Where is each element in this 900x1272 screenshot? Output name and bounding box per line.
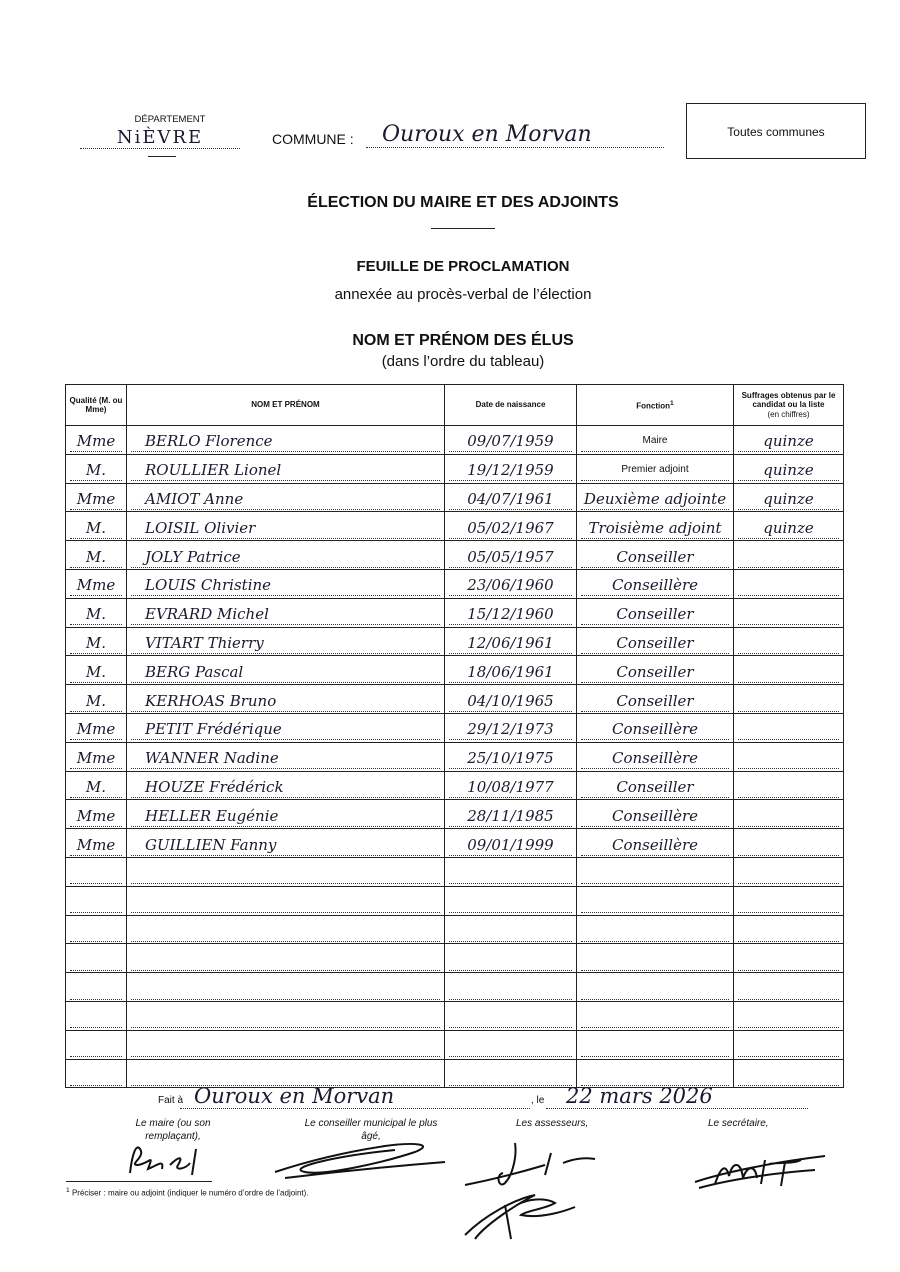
cell-fonction-text: Conseiller <box>581 777 729 798</box>
cell-suffrages-text <box>738 604 839 625</box>
cell-fonction-text: Deuxième adjointe <box>581 489 729 510</box>
cell-nom <box>127 800 445 829</box>
cell-nom-text: LOUIS Christine <box>131 575 440 596</box>
cell-nom-text <box>131 1007 440 1028</box>
cell-fonction <box>577 915 734 944</box>
cell-qualite-text: M. <box>70 460 122 481</box>
cell-qualite <box>66 829 127 858</box>
cell-suffrages <box>734 713 844 742</box>
fait-label: Fait à <box>158 1095 184 1106</box>
cell-date-text: 04/07/1961 <box>449 489 572 510</box>
cell-suffrages-text <box>738 892 839 913</box>
cell-fonction-text: Conseiller <box>581 604 729 625</box>
commune-label: COMMUNE : <box>272 131 354 147</box>
cell-date-text <box>449 1007 572 1028</box>
cell-date <box>445 713 577 742</box>
cell-date-text: 19/12/1959 <box>449 460 572 481</box>
cell-nom <box>127 454 445 483</box>
cell-nom <box>127 915 445 944</box>
cell-date <box>445 656 577 685</box>
cell-nom-text: EVRARD Michel <box>131 604 440 625</box>
cell-suffrages <box>734 742 844 771</box>
cell-date-text <box>449 921 572 942</box>
cell-qualite-text: Mme <box>70 431 122 452</box>
cell-suffrages <box>734 598 844 627</box>
cell-suffrages-text <box>738 921 839 942</box>
table-row <box>66 973 844 1002</box>
fait-lieu: Ouroux en Morvan <box>180 1084 530 1109</box>
cell-qualite-text: M. <box>70 777 122 798</box>
cell-nom <box>127 944 445 973</box>
cell-qualite <box>66 800 127 829</box>
cell-nom <box>127 541 445 570</box>
cell-date <box>445 944 577 973</box>
cell-date <box>445 771 577 800</box>
cell-suffrages <box>734 857 844 886</box>
cell-qualite <box>66 483 127 512</box>
cell-suffrages-text <box>738 691 839 712</box>
cell-qualite <box>66 685 127 714</box>
cell-nom <box>127 627 445 656</box>
cell-date <box>445 742 577 771</box>
col-date: Date de naissance <box>445 385 577 426</box>
cell-nom-text <box>131 863 440 884</box>
cell-suffrages-text: quinze <box>738 489 839 510</box>
cell-nom <box>127 713 445 742</box>
cell-fonction-text: Maire <box>581 431 729 452</box>
cell-nom-text: ROULLIER Lionel <box>131 460 440 481</box>
table-header-row <box>66 385 844 426</box>
col-fonction <box>577 385 734 426</box>
cell-suffrages <box>734 569 844 598</box>
cell-suffrages-text: quinze <box>738 518 839 539</box>
cell-date-text: 04/10/1965 <box>449 691 572 712</box>
cell-qualite-text: M. <box>70 604 122 625</box>
cell-nom <box>127 569 445 598</box>
cell-qualite-text: Mme <box>70 719 122 740</box>
cell-nom <box>127 1030 445 1059</box>
sig-maire-label: Le maire (ou son remplaçant), <box>135 1118 211 1142</box>
sheet-title: FEUILLE DE PROCLAMATION <box>356 258 570 275</box>
cell-nom-text: AMIOT Anne <box>131 489 440 510</box>
cell-nom-text: HELLER Eugénie <box>131 806 440 827</box>
col-nom: NOM ET PRÉNOM <box>127 385 445 426</box>
cell-fonction-text <box>581 863 729 884</box>
cell-date-text <box>449 892 572 913</box>
cell-suffrages <box>734 829 844 858</box>
cell-qualite <box>66 886 127 915</box>
table-row <box>66 944 844 973</box>
table-row <box>66 742 844 771</box>
signature-maire <box>118 1135 228 1185</box>
cell-qualite <box>66 454 127 483</box>
cell-qualite <box>66 426 127 455</box>
cell-suffrages-text: quinze <box>738 431 839 452</box>
cell-qualite <box>66 1030 127 1059</box>
cell-date <box>445 598 577 627</box>
cell-nom <box>127 512 445 541</box>
cell-nom-text: BERG Pascal <box>131 662 440 683</box>
cell-suffrages <box>734 944 844 973</box>
cell-suffrages <box>734 454 844 483</box>
cell-qualite-text: M. <box>70 691 122 712</box>
table-row <box>66 426 844 455</box>
cell-fonction <box>577 454 734 483</box>
col-suffrages-sub: (en chiffres) <box>767 409 810 419</box>
footnote <box>66 1187 309 1198</box>
cell-fonction-text <box>581 979 729 1000</box>
cell-fonction <box>577 973 734 1002</box>
cell-nom <box>127 771 445 800</box>
cell-qualite-text: M. <box>70 547 122 568</box>
cell-qualite <box>66 541 127 570</box>
table-row <box>66 713 844 742</box>
cell-nom-text <box>131 979 440 1000</box>
list-subtitle: (dans l’ordre du tableau) <box>381 353 545 370</box>
cell-nom <box>127 656 445 685</box>
cell-fonction <box>577 598 734 627</box>
table-row <box>66 569 844 598</box>
cell-qualite <box>66 627 127 656</box>
cell-date <box>445 569 577 598</box>
page-title: ÉLECTION DU MAIRE ET DES ADJOINTS <box>307 194 619 211</box>
cell-nom-text: JOLY Patrice <box>131 547 440 568</box>
cell-nom <box>127 886 445 915</box>
table-row <box>66 685 844 714</box>
cell-nom-text: BERLO Florence <box>131 431 440 452</box>
cell-fonction-text <box>581 1065 729 1086</box>
cell-date <box>445 454 577 483</box>
cell-nom-text: VITART Thierry <box>131 633 440 654</box>
cell-suffrages <box>734 627 844 656</box>
cell-fonction <box>577 483 734 512</box>
cell-fonction <box>577 685 734 714</box>
cell-date-text <box>449 863 572 884</box>
cell-qualite <box>66 569 127 598</box>
commune-value: Ouroux en Morvan <box>366 122 664 148</box>
footnote-text: Préciser : maire ou adjoint (indiquer le numéro d’ordre de l’adjoint). <box>71 1188 309 1198</box>
cell-fonction <box>577 569 734 598</box>
cell-suffrages <box>734 685 844 714</box>
cell-suffrages <box>734 771 844 800</box>
sig-assesseurs-label: Les assesseurs, <box>516 1118 589 1129</box>
cell-fonction <box>577 656 734 685</box>
cell-fonction-text <box>581 950 729 971</box>
cell-qualite <box>66 915 127 944</box>
col-suffrages-label: Suffrages obtenus par le candidat ou la liste <box>741 391 836 410</box>
cell-qualite <box>66 771 127 800</box>
col-fonction-footnote-ref: 1 <box>670 399 674 407</box>
cell-nom-text: HOUZE Frédérick <box>131 777 440 798</box>
cell-qualite-text: Mme <box>70 748 122 769</box>
cell-qualite <box>66 656 127 685</box>
cell-nom-text: KERHOAS Bruno <box>131 691 440 712</box>
departement-value: NiÈVRE <box>80 127 240 149</box>
cell-qualite-text <box>70 1065 122 1086</box>
cell-date <box>445 1001 577 1030</box>
cell-date <box>445 627 577 656</box>
cell-date-text: 18/06/1961 <box>449 662 572 683</box>
cell-date-text: 29/12/1973 <box>449 719 572 740</box>
cell-fonction <box>577 886 734 915</box>
cell-qualite <box>66 512 127 541</box>
cell-date-text: 23/06/1960 <box>449 575 572 596</box>
cell-fonction-text <box>581 1036 729 1057</box>
cell-suffrages <box>734 1001 844 1030</box>
cell-qualite <box>66 742 127 771</box>
cell-nom-text: GUILLIEN Fanny <box>131 835 440 856</box>
table-row <box>66 829 844 858</box>
cell-date <box>445 857 577 886</box>
cell-date <box>445 973 577 1002</box>
cell-fonction-text: Conseiller <box>581 633 729 654</box>
table-row <box>66 800 844 829</box>
cell-fonction-text: Conseillère <box>581 748 729 769</box>
cell-suffrages-text <box>738 1036 839 1057</box>
cell-fonction <box>577 742 734 771</box>
table-row <box>66 483 844 512</box>
cell-date-text <box>449 950 572 971</box>
cell-fonction-text: Conseillère <box>581 835 729 856</box>
cell-fonction-text: Conseillère <box>581 575 729 596</box>
table-row <box>66 857 844 886</box>
cell-date-text: 28/11/1985 <box>449 806 572 827</box>
cell-nom-text <box>131 1036 440 1057</box>
cell-qualite <box>66 713 127 742</box>
table-row <box>66 512 844 541</box>
cell-suffrages-text <box>738 547 839 568</box>
cell-qualite-text: Mme <box>70 575 122 596</box>
cell-date <box>445 886 577 915</box>
cell-qualite-text <box>70 1036 122 1057</box>
cell-suffrages-text <box>738 979 839 1000</box>
cell-fonction-text: Conseiller <box>581 662 729 683</box>
col-fonction-label: Fonction <box>636 401 671 411</box>
cell-qualite-text <box>70 950 122 971</box>
cell-qualite-text <box>70 1007 122 1028</box>
cell-suffrages <box>734 541 844 570</box>
cell-fonction-text: Conseiller <box>581 547 729 568</box>
cell-suffrages-text <box>738 1007 839 1028</box>
table-row <box>66 1001 844 1030</box>
table-row <box>66 886 844 915</box>
cell-suffrages-text <box>738 1065 839 1086</box>
col-suffrages <box>734 385 844 426</box>
cell-fonction <box>577 771 734 800</box>
cell-suffrages <box>734 1030 844 1059</box>
cell-date <box>445 685 577 714</box>
cell-nom-text: LOISIL Olivier <box>131 518 440 539</box>
cell-fonction <box>577 944 734 973</box>
cell-nom <box>127 685 445 714</box>
sig-conseiller-label: Le conseiller municipal le plus âgé, <box>304 1118 438 1142</box>
cell-suffrages-text <box>738 719 839 740</box>
cell-qualite-text <box>70 921 122 942</box>
cell-fonction-text <box>581 892 729 913</box>
cell-date-text: 12/06/1961 <box>449 633 572 654</box>
cell-suffrages <box>734 915 844 944</box>
cell-nom <box>127 973 445 1002</box>
cell-date <box>445 541 577 570</box>
cell-date-text: 25/10/1975 <box>449 748 572 769</box>
cell-nom <box>127 829 445 858</box>
footnote-divider <box>66 1181 212 1182</box>
cell-date-text <box>449 1036 572 1057</box>
cell-suffrages <box>734 800 844 829</box>
cell-suffrages <box>734 656 844 685</box>
cell-suffrages <box>734 483 844 512</box>
cell-suffrages <box>734 512 844 541</box>
cell-fonction <box>577 1001 734 1030</box>
cell-date-text: 05/05/1957 <box>449 547 572 568</box>
category-box-text: Toutes communes <box>727 125 825 139</box>
cell-qualite-text <box>70 863 122 884</box>
cell-fonction <box>577 829 734 858</box>
cell-date <box>445 512 577 541</box>
cell-suffrages-text <box>738 835 839 856</box>
cell-fonction-text: Conseiller <box>581 691 729 712</box>
cell-date <box>445 915 577 944</box>
cell-date <box>445 483 577 512</box>
cell-suffrages-text <box>738 863 839 884</box>
cell-fonction <box>577 541 734 570</box>
cell-nom <box>127 857 445 886</box>
cell-date <box>445 1030 577 1059</box>
list-title: NOM ET PRÉNOM DES ÉLUS <box>352 332 574 349</box>
cell-suffrages <box>734 426 844 455</box>
cell-date-text: 15/12/1960 <box>449 604 572 625</box>
elus-table <box>65 384 844 1088</box>
title-divider <box>431 228 495 229</box>
cell-qualite-text: M. <box>70 662 122 683</box>
table-row <box>66 598 844 627</box>
cell-fonction <box>577 426 734 455</box>
cell-suffrages-text <box>738 950 839 971</box>
cell-suffrages-text <box>738 633 839 654</box>
sig-secretaire-label: Le secrétaire, <box>708 1118 769 1129</box>
table-row <box>66 541 844 570</box>
cell-suffrages-text <box>738 662 839 683</box>
category-box <box>686 103 866 159</box>
cell-nom-text <box>131 950 440 971</box>
sheet-subtitle: annexée au procès-verbal de l’élection <box>334 286 592 303</box>
cell-qualite-text: M. <box>70 633 122 654</box>
cell-date-text: 05/02/1967 <box>449 518 572 539</box>
cell-qualite <box>66 944 127 973</box>
cell-qualite-text: M. <box>70 518 122 539</box>
signature-date: 22 mars 2026 <box>546 1084 808 1109</box>
cell-nom <box>127 742 445 771</box>
cell-qualite <box>66 857 127 886</box>
signature-secretaire <box>685 1148 835 1198</box>
cell-qualite-text: Mme <box>70 489 122 510</box>
footnote-marker: 1 <box>66 1187 70 1194</box>
cell-nom <box>127 1001 445 1030</box>
table-row <box>66 627 844 656</box>
departement-underline <box>148 156 176 157</box>
cell-qualite-text: Mme <box>70 806 122 827</box>
cell-nom <box>127 426 445 455</box>
signature-assesseurs <box>455 1135 605 1245</box>
cell-date-text: 09/01/1999 <box>449 835 572 856</box>
cell-suffrages <box>734 973 844 1002</box>
table-row <box>66 656 844 685</box>
cell-qualite <box>66 1059 127 1088</box>
cell-fonction-text <box>581 1007 729 1028</box>
cell-qualite-text: Mme <box>70 835 122 856</box>
cell-date <box>445 426 577 455</box>
cell-suffrages <box>734 886 844 915</box>
cell-qualite <box>66 1001 127 1030</box>
cell-nom <box>127 598 445 627</box>
table-row <box>66 915 844 944</box>
cell-nom-text: WANNER Nadine <box>131 748 440 769</box>
cell-nom-text: PETIT Frédérique <box>131 719 440 740</box>
cell-fonction <box>577 1030 734 1059</box>
cell-fonction-text <box>581 921 729 942</box>
cell-date <box>445 829 577 858</box>
cell-fonction-text: Troisième adjoint <box>581 518 729 539</box>
cell-date <box>445 800 577 829</box>
cell-nom <box>127 483 445 512</box>
cell-fonction-text: Premier adjoint <box>581 460 729 481</box>
cell-suffrages-text <box>738 777 839 798</box>
cell-nom-text <box>131 892 440 913</box>
cell-date-text <box>449 979 572 1000</box>
cell-qualite-text <box>70 892 122 913</box>
cell-date-text: 10/08/1977 <box>449 777 572 798</box>
cell-suffrages-text: quinze <box>738 460 839 481</box>
cell-fonction <box>577 713 734 742</box>
cell-date-text: 09/07/1959 <box>449 431 572 452</box>
signature-conseiller <box>265 1132 465 1187</box>
cell-suffrages-text <box>738 806 839 827</box>
table-row <box>66 771 844 800</box>
cell-suffrages-text <box>738 575 839 596</box>
cell-fonction <box>577 857 734 886</box>
departement-label: DÉPARTEMENT <box>134 114 206 125</box>
cell-nom-text <box>131 1065 440 1086</box>
cell-fonction-text: Conseillère <box>581 719 729 740</box>
date-label: , le <box>531 1095 545 1106</box>
cell-fonction-text: Conseillère <box>581 806 729 827</box>
cell-suffrages-text <box>738 748 839 769</box>
cell-date-text <box>449 1065 572 1086</box>
table-row <box>66 1030 844 1059</box>
col-qualite: Qualité (M. ou Mme) <box>66 385 127 426</box>
cell-qualite <box>66 973 127 1002</box>
cell-nom-text <box>131 921 440 942</box>
cell-fonction <box>577 512 734 541</box>
cell-fonction <box>577 627 734 656</box>
cell-fonction <box>577 800 734 829</box>
cell-qualite-text <box>70 979 122 1000</box>
cell-qualite <box>66 598 127 627</box>
table-row <box>66 454 844 483</box>
